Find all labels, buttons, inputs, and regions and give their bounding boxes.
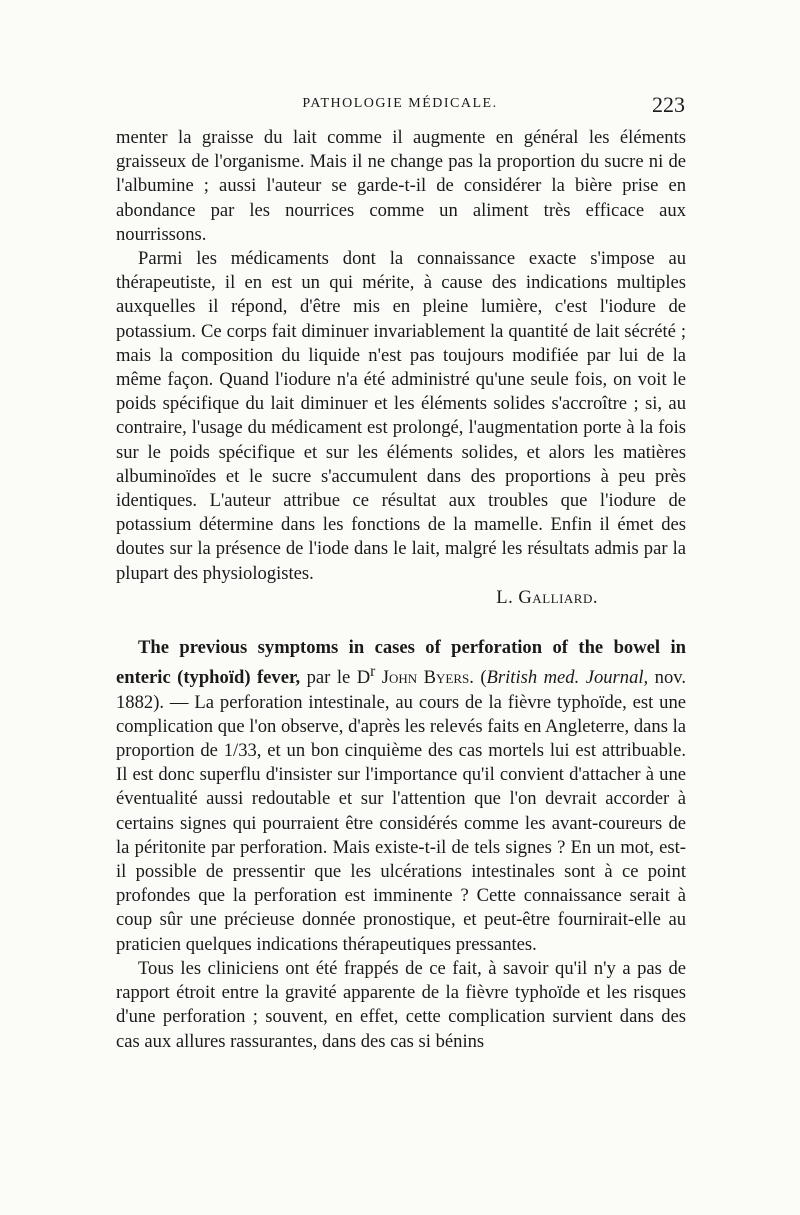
article-author: John Byers. [375, 667, 474, 689]
journal-name: British med. Journal, [486, 667, 649, 689]
paragraph-text: La perforation intestinale, au cours de la fièvre typhoïde, est une complication que l'on observe, d'après les relevés faits en Angleterre, dans la proportion de 1/33, et un bon cinquième des cas mortels lui est attribuable. Il est donc superflu d'insister sur l'importance qu'il convient d'attacher à une éventualité aussi redoutable et sur l'attention que l'on devrait accorder à certains signes qui pourraient être considérés comme les avant-coureurs de la péritonite par perforation. Mais existe-t-il de tels signes ? En un mot, est-il possible de pressentir que les ulcérations intestinales sont à ce point profondes que la perforation est imminente ? Cette connaissance serait à coup sûr une précieuse donnée pronostique, et peut-être fournirait-elle au praticien quelques indications thérapeutiques pressantes. [116, 691, 687, 955]
body-text [116, 126, 686, 1054]
signature-line [116, 586, 686, 610]
running-head [115, 92, 685, 118]
paragraph: Parmi les médicaments dont la connaissance exacte s'impose au thérapeutiste, il en est un qui mérite, à cause des indications multiples auxquelles il répond, d'être mis en pleine lumière, c'est l'iodure de potassium. Ce corps fait diminuer invariablement la quantité de lait sécrété ; mais la composition du liquide n'est pas toujours modifiée par lui de la même façon. Quand l'iodure n'a été administré qu'une seule fois, on voit le poids spécifique du lait diminuer et les éléments solides s'accroître ; si, au contraire, l'usage du médicament est prolongé, l'augmentation porte à la fois sur le poids spécifique et sur les éléments solides, et alors les matières albuminoïdes et le sucre s'accumulent dans des proportions à peu près identiques. L'auteur attribue ce résultat aux troubles que l'iodure de potassium détermine dans les fonctions de la mamelle. Enfin il émet des doutes sur la présence de l'iode dans le lait, malgré les résultats admis par la plupart des physiologistes. [116, 248, 686, 584]
page-number: 223 [652, 92, 685, 117]
source-open: ( [473, 667, 487, 689]
running-title: PATHOLOGIE MÉDICALE. [302, 96, 498, 111]
article-by: par le D [300, 667, 371, 689]
paragraph: menter la graisse du lait comme il augmente en général les éléments graisseux de l'organisme. Mais il ne change pas la proportion du sucre ni de l'albumine ; aussi l'auteur se garde-t-il de considérer la bière prise en abondance par les nourrices comme un aliment très efficace aux nourrissons. [116, 127, 686, 245]
article-separator [116, 610, 686, 636]
article-by-sup: r [370, 663, 376, 681]
article-date: nov. 1882). — [116, 667, 686, 713]
article-title: The previous symptoms in cases of perforation of the bowel in enteric (typhoïd) fever, [116, 637, 686, 689]
paragraph: Tous les cliniciens ont été frappés de ce fait, à savoir qu'il n'y a pas de rapport étroit entre la gravité apparente de la fièvre typhoïde et les risques d'une perforation ; souvent, en effet, cette complication survient dans des cas aux allures rassurantes, dans des cas si bénins [116, 957, 686, 1052]
article-heading-paragraph [116, 636, 686, 957]
author-signature: L. Galliard. [496, 586, 598, 608]
